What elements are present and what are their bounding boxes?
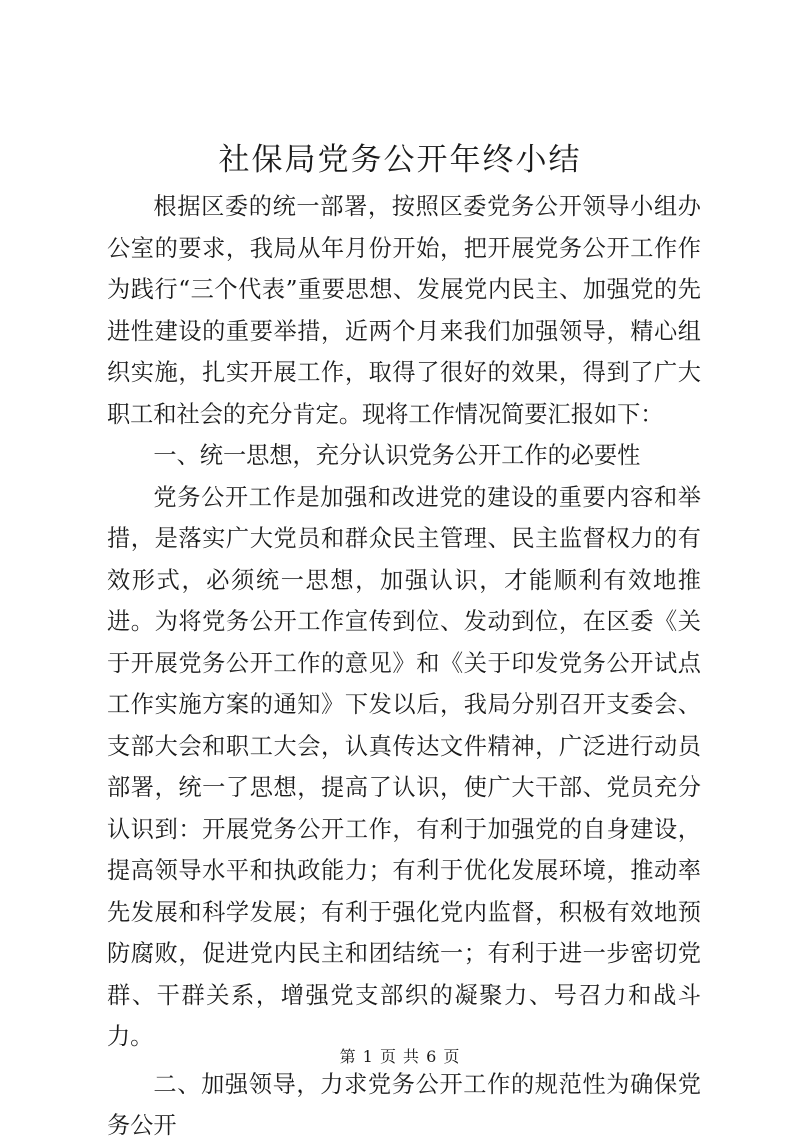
section-heading-2: 二、加强领导，力求党务公开工作的规范性为确保党务公开 [107, 1070, 701, 1139]
page-footer: 第 1 页 共 6 页 [339, 1047, 461, 1066]
section-heading-1: 一、统一思想，充分认识党务公开工作的必要性 [153, 442, 641, 469]
document-title: 社保局党务公开年终小结 [218, 142, 582, 178]
document-body [107, 186, 701, 1147]
section-1-paragraph: 党务公开工作是加强和改进党的建设的重要内容和举措，是落实广大党员和群众民主管理、民主监督权力的有效形式，必须统一思想，加强认识，才能顺利有效地推进。为将党务公开工作宣传到位、发动到位，在区委《关于开展党务公开工作的意见》和《关于印发党务公开试点工作实施方案的通知》下发以后，我局分别召开支委会、支部大会和职工大会，认真传达文件精神，广泛进行动员部署，统一了思想，提高了认识，使广大干部、党员充分认识到：开展党务公开工作，有利于加强党的自身建设，提高领导水平和执政能力；有利于优化发展环境，推动率先发展和科学发展；有利于强化党内监督，积极有效地预防腐败，促进党内民主和团结统一；有利于进一步密切党群、干群关系，增强党支部织的凝聚力、号召力和战斗力。 [107, 483, 701, 1050]
intro-paragraph: 根据区委的统一部署，按照区委党务公开领导小组办公室的要求，我局从年月份开始，把开展党务公开工作作为践行“三个代表”重要思想、发展党内民主、加强党的先进性建设的重要举措，近两个月来我们加强领导，精心组织实施，扎实开展工作，取得了很好的效果，得到了广大职工和社会的充分肯定。现将工作情况简要汇报如下： [107, 193, 701, 428]
